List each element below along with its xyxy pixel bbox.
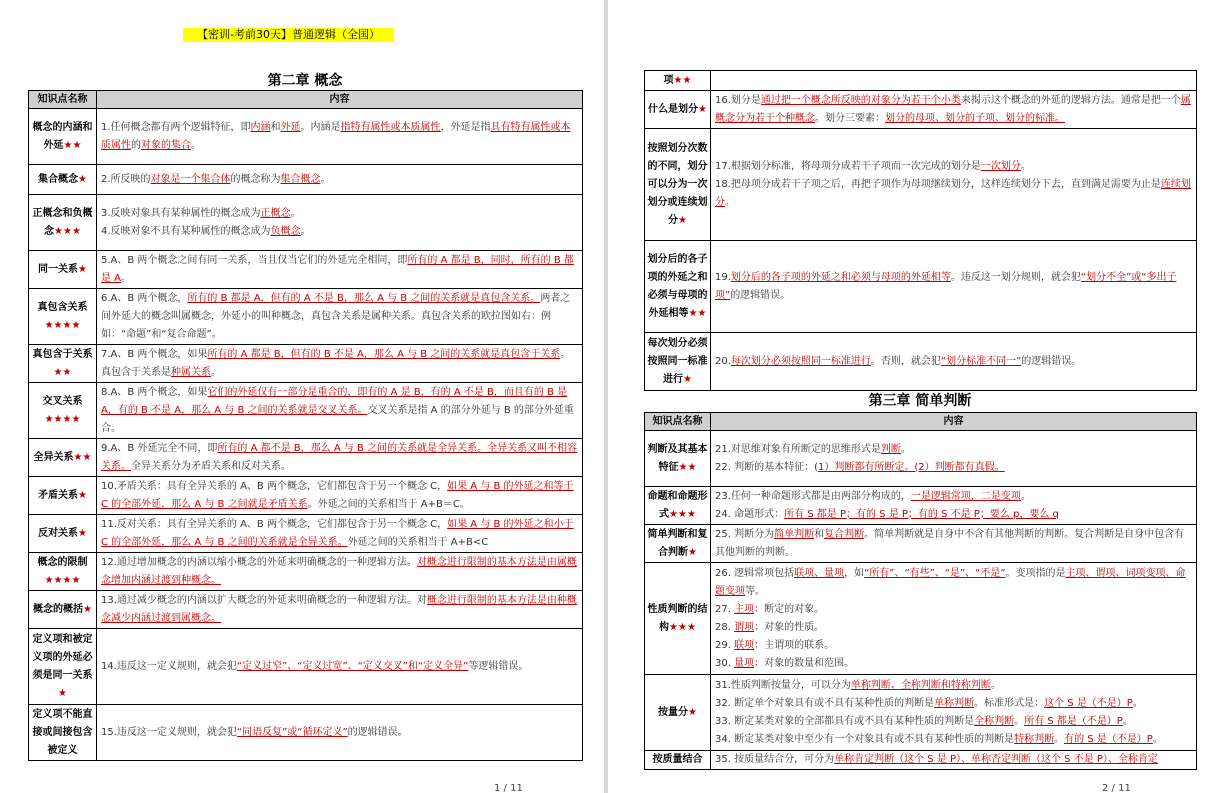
knowledge-point-content <box>97 165 583 195</box>
highlighted-text: 所有 S 都是（不是）P <box>1024 715 1123 727</box>
knowledge-point-content <box>711 525 1197 563</box>
content-text: 14.违反这一定义规则，就会犯 <box>101 660 237 672</box>
highlighted-text: 这个 S 是（不是）P <box>1044 697 1133 709</box>
highlighted-text: 所有的 A 都不是 B，那么 A 与 B 之间的关系就是全异关系。全异关系又叫不相容关系。 <box>101 442 578 472</box>
knowledge-point-name <box>645 675 711 751</box>
highlighted-text: 所有的 A 都是 B，但有的 B 不是 A，那么 A 与 B 之间的关系就是真包含于关系 <box>207 348 561 360</box>
knowledge-point-label: 概念的限制 <box>37 556 88 568</box>
knowledge-point-name <box>29 195 97 251</box>
knowledge-point-name <box>29 165 97 195</box>
knowledge-point-content <box>711 487 1197 525</box>
content-text: 来揭示这个概念的外延的逻辑方法。通常是把一个 <box>960 94 1181 106</box>
content-text: 23.任何一种命题形式都是由两部分构成的， <box>715 490 911 502</box>
knowledge-point-label: 反对关系 <box>38 527 79 539</box>
table-row <box>645 241 1197 333</box>
content-text: 。标准形式是： <box>974 697 1045 709</box>
content-text: 21.对思维对象有所断定的思维形式是 <box>715 443 881 455</box>
content-text: 35. 按质量结合分，可分为 <box>715 754 835 765</box>
content-text: 。真包含于关系是 <box>101 348 571 378</box>
content-text: 的逻辑错误。 <box>1021 355 1082 367</box>
importance-stars: ★★★★ <box>44 574 81 586</box>
content-text: 20. <box>715 355 731 367</box>
table-row <box>645 525 1197 563</box>
knowledge-point-name <box>645 241 711 333</box>
knowledge-point-label: 全异关系 <box>33 451 74 463</box>
knowledge-point-name <box>645 71 711 91</box>
knowledge-point-name <box>645 129 711 241</box>
knowledge-point-content <box>97 515 583 553</box>
importance-stars: ★ <box>58 687 67 699</box>
highlighted-text: 所有的 A 都是 B，同时，所有的 B 都是 A <box>101 254 574 284</box>
importance-stars: ★★ <box>688 307 707 319</box>
importance-stars: ★ <box>78 489 87 501</box>
content-text: 等逻辑错误。 <box>468 660 529 672</box>
content-text: 29. <box>715 639 735 651</box>
content-text: 19. <box>715 271 731 283</box>
highlighted-text: “划分标准不同一” <box>940 355 1022 367</box>
content-text: 等。 <box>745 585 765 597</box>
knowledge-point-label: 同一关系 <box>38 263 79 275</box>
table-row <box>29 439 583 477</box>
knowledge-point-name <box>29 251 97 289</box>
highlighted-text: 连续划分 <box>715 178 1191 208</box>
knowledge-point-label: 按量分 <box>658 706 689 718</box>
table-row <box>645 129 1197 241</box>
content-text: 全异关系分为矛盾关系和反对关系。 <box>131 460 291 472</box>
content-text: 6.A、B 两个概念， <box>101 292 188 304</box>
content-text: ：主谓项的联系。 <box>754 639 835 651</box>
table-row <box>645 751 1197 770</box>
content-text: 24. 命题形式： <box>715 508 785 520</box>
knowledge-point-label: 按质量结合 <box>652 754 703 765</box>
content-text: 8.A、B 两个概念，如果 <box>101 386 208 398</box>
importance-stars: ★ <box>683 373 692 385</box>
content-text: 。违反这一划分规则，就会犯 <box>950 271 1081 283</box>
table-row <box>645 333 1197 391</box>
content-text: 。 <box>1014 715 1025 727</box>
content-text: 。划分三要素： <box>815 112 885 124</box>
content-text: 。 <box>300 225 311 237</box>
knowledge-point-content <box>711 91 1197 129</box>
content-text: 和 <box>270 121 281 133</box>
knowledge-point-label: 按照划分次数的不同，划分可以分为一次划分或连续划分 <box>647 142 708 226</box>
highlighted-text: 单称判断 <box>934 697 975 709</box>
content-text: 15.违反这一定义规则，就会犯 <box>101 726 237 738</box>
table-row <box>29 289 583 345</box>
knowledge-point-label: 真包含关系 <box>37 301 88 313</box>
importance-stars: ★★★ <box>54 225 81 237</box>
importance-stars: ★ <box>83 603 92 615</box>
highlighted-text: 量项 <box>734 657 755 669</box>
content-text: 。 <box>1054 733 1065 745</box>
content-text: 。 <box>121 272 132 284</box>
knowledge-point-content <box>711 431 1197 487</box>
knowledge-point-name <box>645 487 711 525</box>
knowledge-point-label: 每次划分必须按照同一标准进行 <box>647 337 708 385</box>
content-text: ，外延是指 <box>440 121 491 133</box>
content-text: 11.反对关系：具有全异关系的 A、B 两个概念，它们都包含于另一个概念 C， <box>101 518 448 530</box>
content-text: 30. <box>715 657 735 669</box>
knowledge-point-label: 定义项不能直接或间接包含被定义 <box>32 708 93 756</box>
highlighted-text: 有的 S 是（不是）P <box>1064 733 1153 745</box>
knowledge-point-name <box>645 751 711 770</box>
knowledge-point-name <box>645 91 711 129</box>
highlighted-text: 谓项 <box>734 621 755 633</box>
content-text: 和 <box>814 528 825 540</box>
knowledge-point-label: 判断及其基本特征 <box>647 443 708 473</box>
knowledge-point-content <box>97 477 583 515</box>
document-page-2 <box>608 0 1212 793</box>
highlighted-text: 正概念 <box>260 207 291 219</box>
table-row <box>29 629 583 705</box>
knowledge-point-name <box>29 629 97 705</box>
content-text: 。 <box>191 139 201 151</box>
column-header-content: 内容 <box>711 413 1197 431</box>
content-text: 9.A、B 外延完全不同，即 <box>101 442 218 454</box>
content-text: 3.反映对象具有某种属性的概念成为 <box>101 207 261 219</box>
knowledge-point-label: 交叉关系 <box>42 395 83 407</box>
content-text: 18.把母项分成若干子项之后，再把子项作为母项继续划分，这样连续划分下去，直到满足需要为止是 <box>715 178 1161 190</box>
content-text: 交叉关系是指 A 的部分外延与 B 的部分外延重合。 <box>101 404 574 434</box>
content-text: 5.A、B 两个概念之间有同一关系，当且仅当它们的外延完全相同，即 <box>101 254 408 266</box>
knowledge-point-content <box>97 383 583 439</box>
knowledge-point-name <box>645 563 711 675</box>
highlighted-text: 它们的外延仅有一部分是重合的，即有的 A 是 B，有的 A 不是 B，而且有的 B 是 A，有的 B 不是 A，那么 A 与 B 之间的关系就是交叉关系。 <box>101 386 568 416</box>
knowledge-point-content <box>711 129 1197 241</box>
content-text: 17.根据划分标准，将母项分成若干子项而一次完成的划分是 <box>715 160 981 172</box>
highlighted-text: 划分后的各子项的外延之和必须与母项的外延相等 <box>730 271 951 283</box>
content-text: 。 <box>1122 715 1133 727</box>
table-row <box>29 195 583 251</box>
content-text: 25. 判断分为 <box>715 528 775 540</box>
importance-stars: ★★★★ <box>44 413 81 425</box>
knowledge-point-content <box>97 289 583 345</box>
content-text: 2.所反映的 <box>101 173 151 185</box>
knowledge-point-name <box>29 289 97 345</box>
importance-stars: ★ <box>78 527 87 539</box>
knowledge-point-content <box>711 241 1197 333</box>
chapter-title-2: 第三章 简单判断 <box>868 393 972 409</box>
knowledge-point-label: 矛盾关系 <box>38 489 79 501</box>
highlighted-text: “同语反复”或“循环定义” <box>236 726 348 738</box>
importance-stars: ★★★ <box>669 621 696 633</box>
content-text: 7.A、B 两个概念，如果 <box>101 348 208 360</box>
highlighted-text: 负概念 <box>270 225 301 237</box>
highlighted-text: 一是逻辑常项，二是变项 <box>910 490 1021 502</box>
highlighted-text: 主项 <box>734 603 755 615</box>
knowledge-point-name <box>29 477 97 515</box>
knowledge-table-2 <box>644 412 1197 770</box>
knowledge-point-label: 命题和命题形式 <box>647 490 708 520</box>
knowledge-point-name <box>645 525 711 563</box>
highlighted-text: 单称判断、全称判断和特称判断 <box>850 679 991 691</box>
content-text: 。 <box>1132 697 1143 709</box>
knowledge-point-label: 正概念和负概念 <box>32 207 93 237</box>
content-text: 33. 断定某类对象的全部都具有或不具有某种性质的判断是 <box>715 715 975 727</box>
table-row <box>645 675 1197 751</box>
highlighted-text: 对象的集合 <box>141 139 191 151</box>
knowledge-point-content <box>711 563 1197 675</box>
knowledge-point-content <box>97 439 583 477</box>
knowledge-point-content <box>711 71 1197 91</box>
knowledge-point-name <box>645 333 711 391</box>
highlighted-text: 集合概念 <box>280 173 321 185</box>
highlighted-text: 所有的 B 都是 A，但有的 A 不是 B，那么 A 与 B 之间的关系就是真包含关系。 <box>187 292 541 304</box>
content-text: 22. 判断的基本特征：( <box>715 461 818 473</box>
knowledge-point-content <box>97 705 583 761</box>
knowledge-point-label: 项 <box>663 74 674 86</box>
content-text: 4.反映对象不具有某种属性的概念成为 <box>101 225 271 237</box>
knowledge-point-name <box>29 439 97 477</box>
knowledge-point-name <box>29 109 97 165</box>
table-row <box>29 251 583 289</box>
knowledge-point-content <box>97 591 583 629</box>
highlighted-text: 如果 A 与 B 的外延之和等于 C 的全部外延，那么 A 与 B 之间就是矛盾关系 <box>101 480 574 510</box>
content-text: 两者之间外延大的概念叫属概念，外延小的叫种概念，真包含关系是属种关系。真包含关系的欧拉图如右：例如：“命题”和“复合命题”。 <box>101 292 571 340</box>
content-text: 外延之间的关系相当于 A+B<C <box>347 536 489 548</box>
content-text: 。 <box>211 366 221 378</box>
content-text: 的 <box>131 139 141 151</box>
importance-stars: ★★ <box>678 461 697 473</box>
importance-stars: ★★★★ <box>44 319 81 331</box>
knowledge-point-label: 划分后的各子项的外延之和必须与母项的外延相等 <box>647 253 708 319</box>
importance-stars: ★★ <box>63 139 82 151</box>
content-text: 28. <box>715 621 735 633</box>
table-header-row <box>29 91 583 109</box>
page-number: 2 / 11 <box>1102 783 1131 793</box>
content-text: 1.任何概念都有两个逻辑特征，即 <box>101 121 251 133</box>
highlighted-text: 单称肯定判断（这个 S 是 P）、单称否定判断（这个 S 不是 P）、全称肯定 <box>834 754 1158 765</box>
content-text: 。 <box>990 679 1001 691</box>
table-row <box>29 165 583 195</box>
highlighted-text: “定义过窄”、“定义过宽”、“定义交叉”和“定义全异” <box>236 660 469 672</box>
content-text: 10.矛盾关系：具有全异关系的 A、B 两个概念，它们都包含于另一个概念 C， <box>101 480 448 492</box>
knowledge-point-label: 定义项和被定义项的外延必须是同一关系 <box>32 633 93 681</box>
content-text: 16.划分是 <box>715 94 761 106</box>
table-row <box>645 563 1197 675</box>
content-text: 13.通过减少概念的内涵以扩大概念的外延来明确概念的一种逻辑方法。对 <box>101 594 427 606</box>
importance-stars: ★ <box>78 263 87 275</box>
table-row <box>29 109 583 165</box>
content-text: 。否则，就会犯 <box>870 355 941 367</box>
knowledge-point-content <box>97 195 583 251</box>
table-row <box>29 477 583 515</box>
table-row <box>29 383 583 439</box>
highlighted-text: 通过把一个概念所反映的对象分为若干个小类 <box>760 94 961 106</box>
knowledge-point-content <box>97 345 583 383</box>
importance-stars: ★ <box>698 103 707 115</box>
knowledge-point-label: 简单判断和复合判断 <box>647 528 708 558</box>
table-row <box>645 71 1197 91</box>
importance-stars: ★ <box>688 706 697 718</box>
highlighted-text: 属概念分为若干个种概念 <box>715 94 1191 124</box>
importance-stars: ★ <box>688 546 697 558</box>
knowledge-point-content <box>711 333 1197 391</box>
knowledge-point-name <box>29 383 97 439</box>
chapter-title: 第二章 概念 <box>267 73 343 89</box>
content-text: ，如 <box>844 567 865 579</box>
content-text: 的逻辑错误。 <box>347 726 408 738</box>
knowledge-point-name <box>29 553 97 591</box>
table-row <box>29 705 583 761</box>
highlighted-text: 一次划分 <box>980 160 1021 172</box>
content-text: 的概念称为 <box>230 173 281 185</box>
table-row <box>645 91 1197 129</box>
highlighted-text: 内涵 <box>250 121 271 133</box>
banner-title: 【密训-考前30天】普通逻辑（全国） <box>183 28 394 42</box>
content-text: 32. 断定单个对象具有或不具有某种性质的判断是 <box>715 697 935 709</box>
knowledge-point-label: 什么是划分 <box>648 103 699 115</box>
importance-stars: ★★ <box>73 451 92 463</box>
highlighted-text: “所有”、“有些”、“是”、“不是” <box>864 567 1006 579</box>
content-text: 。变项指的是 <box>1005 567 1066 579</box>
knowledge-point-content <box>97 109 583 165</box>
highlighted-text: 主项、谓项、词项变项、命题变项 <box>715 567 1186 597</box>
highlighted-text: 划分的母项、划分的子项、划分的标准。 <box>885 112 1065 124</box>
content-text: 。 <box>1152 733 1163 745</box>
highlighted-text: 每次划分必须按照同一标准进行 <box>730 355 871 367</box>
knowledge-point-label: 真包含于关系 <box>32 348 93 360</box>
knowledge-point-name <box>29 515 97 553</box>
content-text: ：对象的数量和范围。 <box>754 657 855 669</box>
column-header-content: 内容 <box>97 91 583 109</box>
knowledge-point-content <box>97 629 583 705</box>
highlighted-text: 复合判断 <box>824 528 865 540</box>
table-row <box>29 345 583 383</box>
highlighted-text: 指特有属性或本质属性 <box>340 121 441 133</box>
content-text: 12.通过增加概念的内涵以缩小概念的外延来明确概念的一种逻辑方法。 <box>101 556 417 568</box>
highlighted-text: 概念进行限制的基本方法是由种概念减少内涵过渡到属概念。 <box>101 594 577 624</box>
content-text: 31.性质判断按量分，可以分为 <box>715 679 851 691</box>
knowledge-point-name <box>29 705 97 761</box>
importance-stars: ★ <box>678 214 687 226</box>
highlighted-text: 全称判断 <box>974 715 1015 727</box>
knowledge-point-content <box>711 751 1197 770</box>
highlighted-text: 判断 <box>880 443 901 455</box>
knowledge-point-content <box>97 553 583 591</box>
highlighted-text: 对概念进行限制的基本方法是由属概念增加内涵过渡到种概念。 <box>101 556 577 586</box>
content-text: 。简单判断就是自身中不含有其他判断的判断。复合判断是自身中包含有其他判断的判断。 <box>715 528 1185 558</box>
knowledge-point-name <box>645 431 711 487</box>
knowledge-point-label: 概念的内涵和外延 <box>32 121 93 151</box>
content-text: 。内涵是 <box>300 121 341 133</box>
content-text: 的逻辑错误。 <box>730 289 791 301</box>
knowledge-point-content <box>97 251 583 289</box>
importance-stars: ★★ <box>673 74 692 86</box>
table-row <box>645 431 1197 487</box>
knowledge-point-label: 性质判断的结构 <box>647 603 708 633</box>
content-text: 。 <box>320 173 331 185</box>
content-text: ：断定的对象。 <box>754 603 825 615</box>
importance-stars: ★★ <box>53 366 72 378</box>
highlighted-text: 外延 <box>280 121 301 133</box>
knowledge-table <box>28 90 583 761</box>
column-header-name: 知识点名称 <box>29 91 97 109</box>
knowledge-table-continued <box>644 70 1197 391</box>
page-number: 1 / 11 <box>494 783 523 793</box>
column-header-name: 知识点名称 <box>645 413 711 431</box>
content-text: 。 <box>1020 160 1031 172</box>
highlighted-text: 简单判断 <box>774 528 815 540</box>
content-text: 34. 断定某类对象中至少有一个对象具有或不具有某种性质的判断是 <box>715 733 1015 745</box>
table-row <box>645 487 1197 525</box>
content-text: ：对象的性质。 <box>754 621 825 633</box>
content-text: 。 <box>725 196 735 208</box>
table-row <box>29 515 583 553</box>
highlighted-text: 具有特有属性或本质属性 <box>101 121 571 151</box>
content-text: 。 <box>900 443 911 455</box>
knowledge-point-content <box>711 675 1197 751</box>
highlighted-text: 特称判断 <box>1014 733 1055 745</box>
content-text: 26. 逻辑常项包括 <box>715 567 795 579</box>
highlighted-text: 联项 <box>734 639 755 651</box>
highlighted-text: “划分不全”或“多出子项” <box>715 271 1177 301</box>
highlighted-text: 所有 S 都是 P；有的 S 是 P；有的 S 不是 P；要么 p，要么 q <box>784 508 1059 520</box>
table-row <box>29 591 583 629</box>
knowledge-point-name <box>29 591 97 629</box>
content-text: 27. <box>715 603 735 615</box>
knowledge-point-name <box>29 345 97 383</box>
table-header-row <box>645 413 1197 431</box>
importance-stars: ★ <box>78 173 87 185</box>
table-row <box>29 553 583 591</box>
highlighted-text: 如果 A 与 B 的外延之和小于 C 的全部外延，那么 A 与 B 之间的关系就是全异关系。 <box>101 518 574 548</box>
knowledge-point-label: 集合概念 <box>38 173 79 185</box>
knowledge-point-label: 概念的概括 <box>33 603 84 615</box>
content-text: 。外延之间的关系相当于 A+B＝C。 <box>307 498 470 510</box>
highlighted-text: 对象是一个集合体 <box>150 173 231 185</box>
highlighted-text: 联项、量项 <box>794 567 845 579</box>
highlighted-text: 1）判断都有所断定。(2）判断都有真假。 <box>817 461 1005 473</box>
importance-stars: ★★★ <box>669 508 696 520</box>
highlighted-text: 种属关系 <box>171 366 211 378</box>
content-text: 。 <box>1020 490 1031 502</box>
document-page-1 <box>0 0 604 793</box>
content-text: 。 <box>290 207 301 219</box>
